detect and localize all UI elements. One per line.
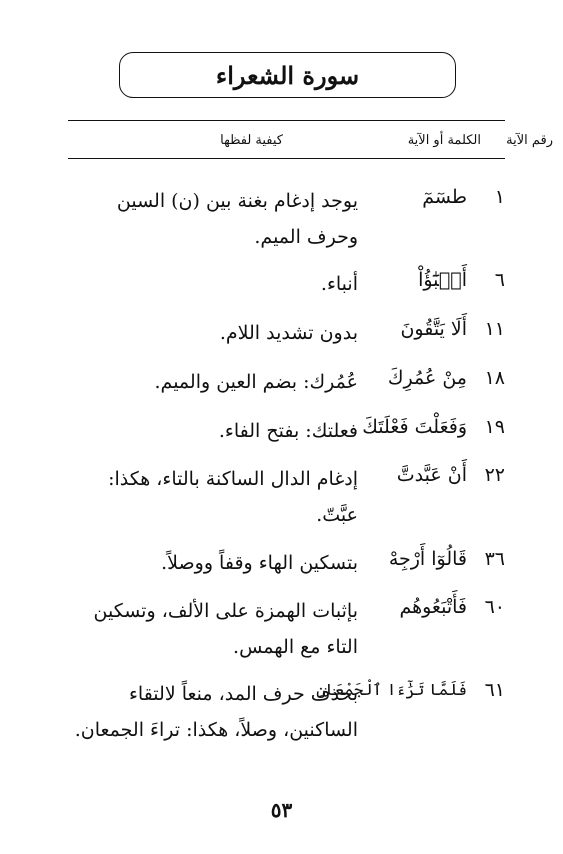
table-header <box>68 120 553 159</box>
quran-word: أَنۢبَٰٓؤُاْ <box>418 269 467 291</box>
pronunciation-note: فعلتك: بفتح الفاء. <box>218 420 358 442</box>
quran-word: فَأَتْبَعُوهُم <box>399 596 467 618</box>
verse-number: ٦١ <box>484 679 505 701</box>
pronunciation-note: أنباء. <box>320 273 358 295</box>
pronunciation-note: بدون تشديد اللام. <box>219 322 358 344</box>
verse-number: ٦٠ <box>484 596 505 618</box>
verse-number: ٦ <box>494 269 505 291</box>
quran-word: وَفَعَلْتَ فَعْلَتَكَ <box>362 416 467 438</box>
surah-title: سورة الشعراء <box>215 60 360 90</box>
quran-word: فَلَمَّا تَرَٰٓءَا ٱلْجَمْعَانِ <box>316 680 467 699</box>
quran-word: طسٓمٓ <box>422 186 467 208</box>
pronunciation-note: بحذف حرف المد، منعاً لالتقاء الساكنين، وصلاً، هكذا: تراءَ الجمعان. <box>74 683 358 741</box>
page-number: ٥٣ <box>270 798 293 822</box>
verse-number: ٢٢ <box>484 464 505 486</box>
surah-title-box <box>119 52 456 98</box>
header-pronunciation: كيفية لفظها <box>220 133 283 148</box>
pronunciation-note: بإثبات الهمزة على الألف، وتسكين التاء مع الهمس. <box>93 600 358 658</box>
verse-number: ١٨ <box>484 367 505 389</box>
verse-number: ٣٦ <box>484 548 505 570</box>
verse-number: ١١ <box>484 318 505 340</box>
header-verse-number: رقم الآية <box>506 133 553 148</box>
quran-word: قَالُوٓا أَرْجِهْ <box>388 548 467 570</box>
verse-number: ١٩ <box>484 416 505 438</box>
header-word-or-verse: الكلمة أو الآية <box>407 133 481 148</box>
quran-word: مِنْ عُمُرِكَ <box>387 367 467 389</box>
pronunciation-note: بتسكين الهاء وقفاً ووصلاً. <box>161 552 358 574</box>
quran-word: أَلَا يَتَّقُونَ <box>400 318 467 340</box>
pronunciation-note: إدغام الدال الساكنة بالتاء، هكذا: عبَّتّ. <box>108 468 358 526</box>
pronunciation-note: عُمُرك: بضم العين والميم. <box>154 371 358 393</box>
verse-number: ١ <box>494 186 505 208</box>
pronunciation-note: يوجد إدغام بغنة بين (ن) السين وحرف الميم. <box>116 190 358 248</box>
quran-word: أَنْ عَبَّدتَّ <box>396 464 467 486</box>
